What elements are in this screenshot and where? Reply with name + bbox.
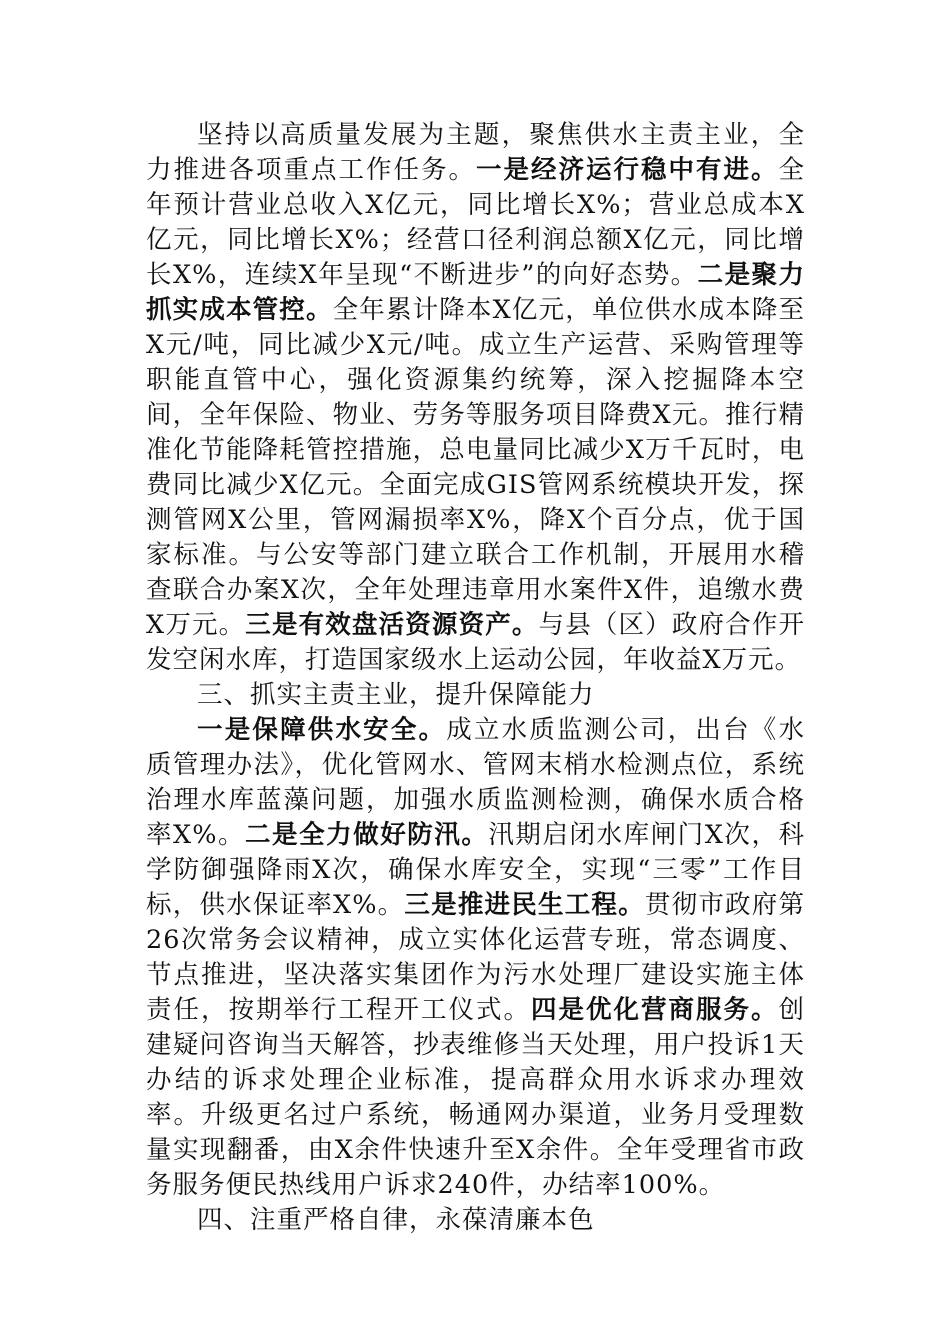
- bold-lead-business-service: 四是优化营商服务。: [530, 995, 779, 1025]
- paragraph-text: 坚持以高质量发展为主题，聚焦供水主责主业，全力推进各项重点工作任务。: [146, 120, 805, 185]
- paragraph-text: 汛期启闭水库闸门X次，科学防御强降雨X次，确保水库安全，实现“三零”工作目标，供水保证率X%。: [146, 820, 805, 920]
- paragraph-text: 成立水质监测公司，出台《水质管理办法》，优化管网水、管网末梢水检测点位，系统治理水库蓝藻问题，加强水质监测检测，确保水质合格率X%。: [146, 715, 805, 850]
- bold-lead-assets: 三是有效盘活资源资产。: [245, 610, 539, 640]
- paragraph-economic-results: [146, 118, 805, 678]
- section-heading-3: 三、抓实主责主业，提升保障能力: [197, 680, 595, 710]
- paragraph-text: 创建疑问咨询当天解答，抄表维修当天处理，用户投诉1天办结的诉求处理企业标准，提高群众用水诉求办理效率。升级更名过户系统，畅通网办渠道，业务月受理数量实现翻番，由X余件快速升至X余件。全年受理省市政务服务便民热线用户诉求240件，办结率100%。: [146, 995, 805, 1200]
- paragraph-text: 全年预计营业总收入X亿元，同比增长X%；营业总成本X亿元，同比增长X%；经营口径利润总额X亿元，同比增长X%，连续X年呈现“不断进步”的向好态势。: [146, 155, 805, 290]
- paragraph-text: 贯彻市政府第26次常务会议精神，成立实体化运营专班，常态调度、节点推进，坚决落实集团作为污水处理厂建设实施主体责任，按期举行工程开工仪式。: [146, 890, 805, 1025]
- bold-lead-water-safety: 一是保障供水安全。: [197, 715, 447, 745]
- section-heading-4: 四、注重严格自律，永葆清廉本色: [197, 1205, 595, 1235]
- bold-lead-flood-control: 二是全力做好防汛。: [245, 820, 489, 850]
- paragraph-supply-guarantee: [146, 713, 805, 1203]
- bold-lead-cost-control: 二是聚力抓实成本管控。: [146, 260, 805, 325]
- paragraph-text: 全年累计降本X亿元，单位供水成本降至X元/吨，同比减少X元/吨。成立生产运营、采购管理等职能直管中心，强化资源集约统筹，深入挖掘降本空间，全年保险、物业、劳务等服务项目降费X元。推行精准化节能降耗管控措施，总电量同比减少X万千瓦时，电费同比减少X亿元。全面完成GIS管网系统模块开发，探测管网X公里，管网漏损率X%，降X个百分点，优于国家标准。与公安等部门建立联合工作机制，开展用水稽查联合办案X次，全年处理违章用水案件X件，追缴水费X万元。: [146, 295, 805, 640]
- bold-lead-livelihood: 三是推进民生工程。: [404, 890, 645, 920]
- bold-lead-economy: 一是经济运行稳中有进。: [475, 155, 779, 185]
- paragraph-text: 与县（区）政府合作开发空闲水库，打造国家级水上运动公园，年收益X万元。: [146, 610, 805, 675]
